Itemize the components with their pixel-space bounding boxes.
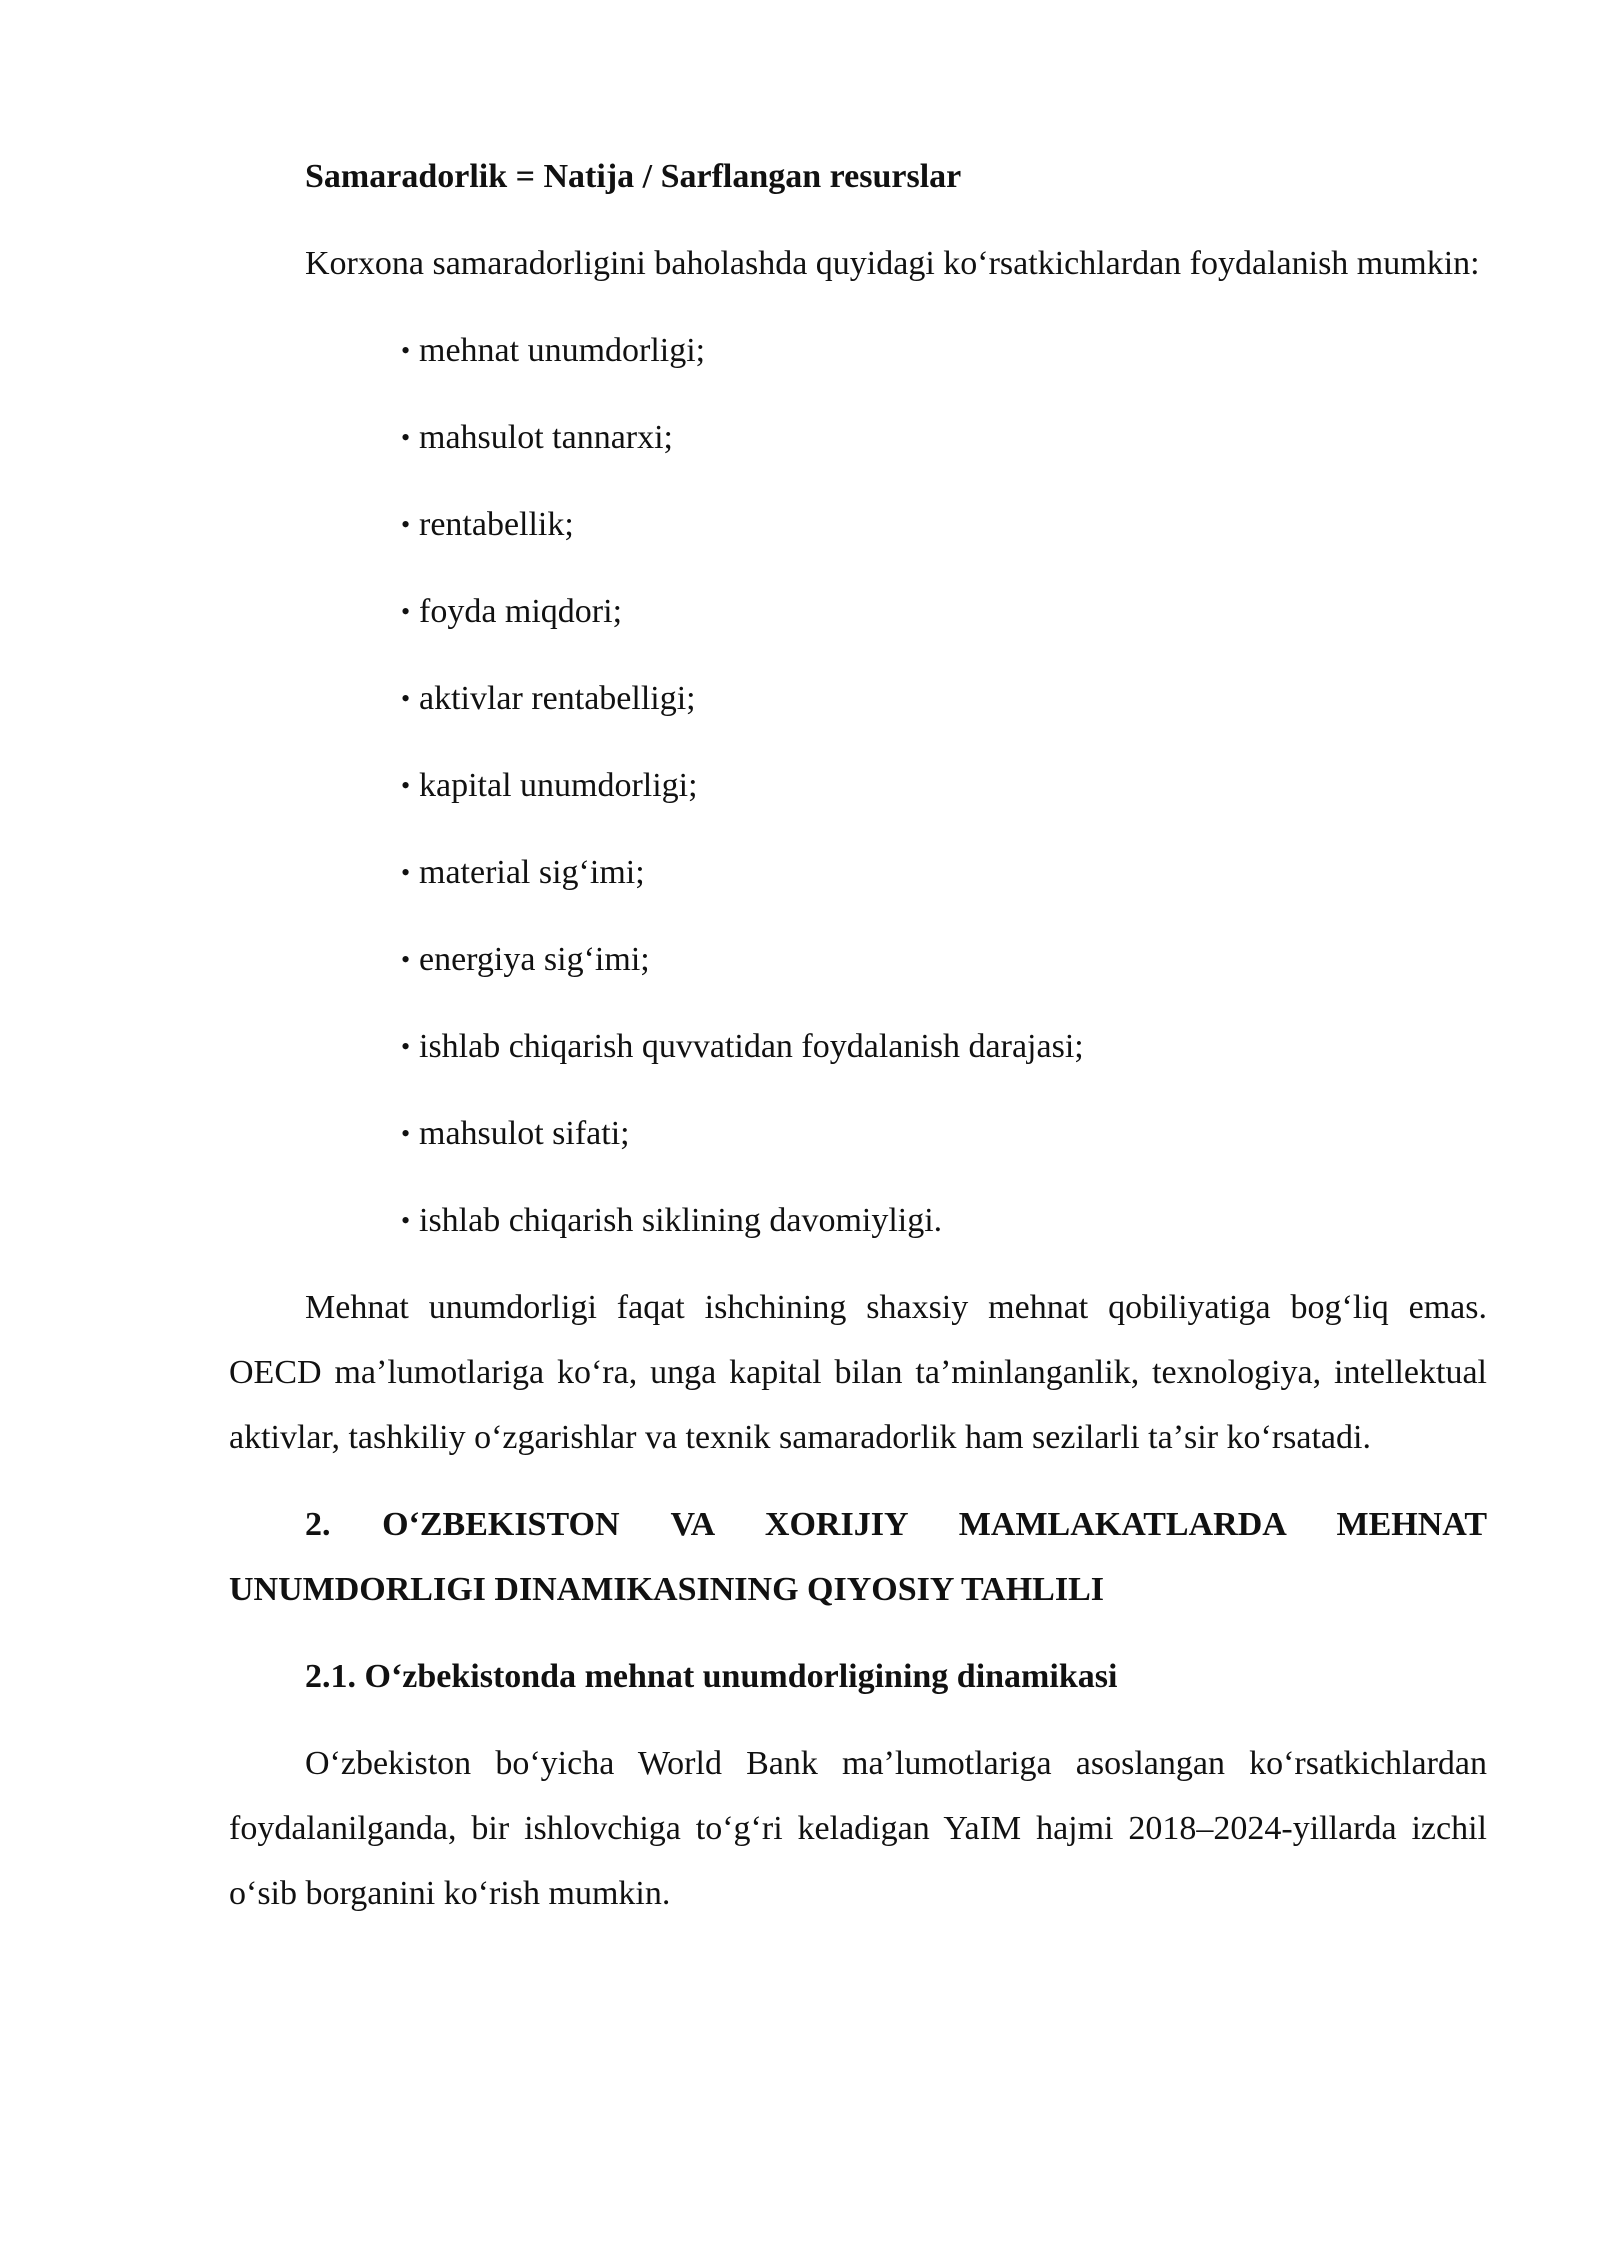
bullet-icon: • [401,1032,411,1061]
list-item-text: kapital unumdorligi; [419,767,698,804]
labor-productivity-paragraph: Mehnat unumdorligi faqat ishchining shaxsiy mehnat qobiliyatiga bogʻliq emas. OECD maʼlumotlariga koʻra, unga kapital bilan taʼminlanganlik, texnologiya, intellektual aktivlar, tashkiliy oʻzgarishlar va texnik samaradorlik ham sezilarli taʼsir koʻrsatadi. [229,1289,1487,1456]
list-item [229,927,1487,992]
uzbekistan-paragraph: Oʻzbekiston boʻyicha World Bank maʼlumotlariga asoslangan koʻrsatkichlardan foydalanilganda, bir ishlovchiga toʻgʻri keladigan YaIM hajmi 2018–2024-yillarda izchil oʻsib borganini koʻrish mumkin. [229,1745,1487,1912]
list-item-text: material sigʻimi; [419,854,645,891]
document-body [229,144,1487,1948]
bullet-icon: • [401,771,411,800]
bullet-icon: • [401,597,411,626]
efficiency-formula: Samaradorlik = Natija / Sarflangan resurslar [305,158,962,195]
bullet-icon: • [401,1206,411,1235]
bullet-icon: • [401,1119,411,1148]
list-item [229,492,1487,557]
bullet-icon: • [401,684,411,713]
bullet-icon: • [401,858,411,887]
bullet-icon: • [401,945,411,974]
list-item-text: aktivlar rentabelligi; [419,680,696,717]
list-item-text: mahsulot tannarxi; [419,419,674,456]
list-item [229,753,1487,818]
list-item-text: mahsulot sifati; [419,1115,630,1152]
intro-paragraph: Korxona samaradorligini baholashda quyidagi koʻrsatkichlardan foydalanish mumkin: [305,245,1480,282]
list-item [229,318,1487,383]
list-item [229,579,1487,644]
list-item-text: mehnat unumdorligi; [419,332,706,369]
list-item-text: foyda miqdori; [419,593,623,630]
list-item-text: energiya sigʻimi; [419,941,650,978]
list-item-text: ishlab chiqarish siklining davomiyligi. [419,1202,943,1239]
list-item [229,666,1487,731]
list-item [229,405,1487,470]
list-item [229,1101,1487,1166]
bullet-icon: • [401,510,411,539]
indicator-list [229,318,1487,1253]
list-item [229,840,1487,905]
bullet-icon: • [401,423,411,452]
bullet-icon: • [401,336,411,365]
list-item-text: ishlab chiqarish quvvatidan foydalanish darajasi; [419,1028,1084,1065]
list-item [229,1188,1487,1253]
list-item [229,1014,1487,1079]
section-heading: 2. OʻZBEKISTON VA XORIJIY MAMLAKATLARDA MEHNAT UNUMDORLIGI DINAMIKASINING QIYOSIY TAHLILI [229,1506,1487,1608]
subsection-heading: 2.1. Oʻzbekistonda mehnat unumdorligining dinamikasi [305,1658,1118,1695]
list-item-text: rentabellik; [419,506,574,543]
